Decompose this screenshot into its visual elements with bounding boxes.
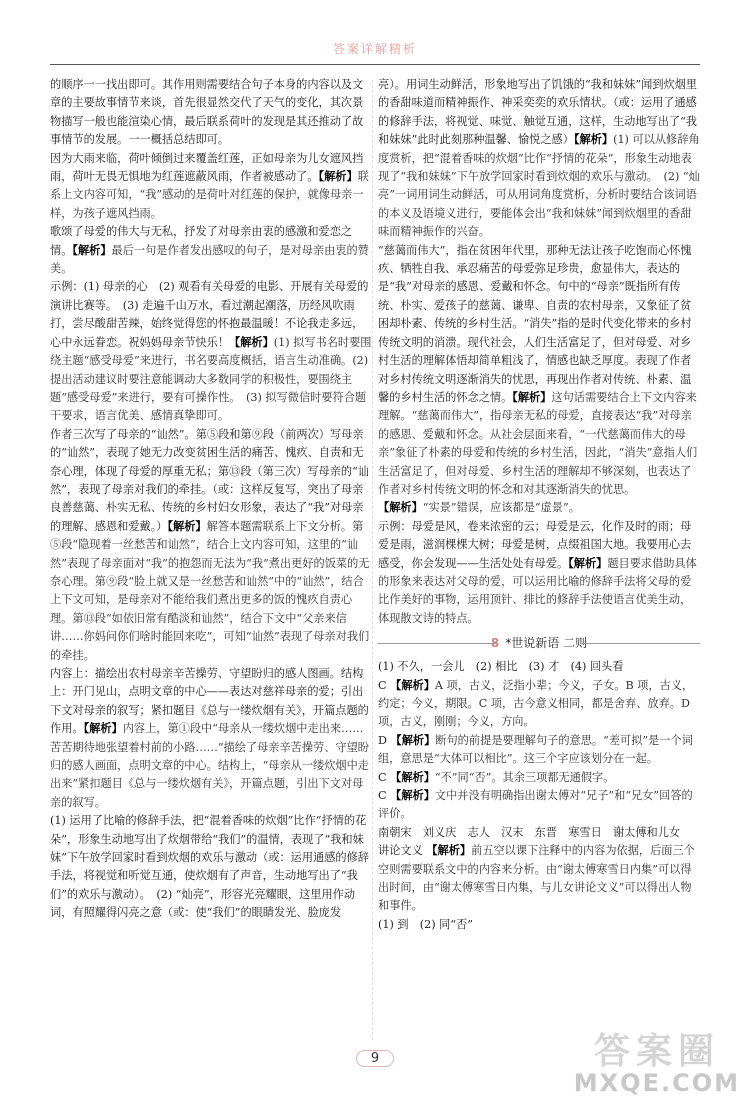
- answer-text: 歌颂了母爱的伟大与无私，抒发了对母亲由衷的感激和爱恋之情。: [50, 225, 353, 257]
- analysis-tag: 【解析】: [390, 770, 435, 784]
- answer-text: C: [378, 770, 391, 784]
- answer-item: [378, 916, 700, 934]
- analysis-text: “不”同“否”。其余三项都无通假字。: [434, 770, 615, 784]
- section-rule-left: [378, 643, 496, 644]
- answer-text: “慈蔼而伟大”，指在贫困年代里，那种无法让孩子吃饱而心怀愧疚、牺牲自我、承忍痛苦的母爱弥足珍贵，愈显伟大，表达的是“我”对母亲的感恩、爱戴和怀念。句中的“母亲”既指所有传统、朴实、爱孩子的慈蔼、谦卑、自责的农村母亲，又象征了贫困却朴素、传统的乡村生活。“消失”指的是时代变化带来的乡村传统文明的消溃。现代社会，人们生活富足了，但对母爱、对乡村生活的理解体悟却简单粗浅了，情感也缺乏厚度。表现了作者对乡村传统文明逐渐消失的忧思，再现出作者对传统、朴素、温馨的乡村生活的怀念之情。: [378, 243, 692, 404]
- answer-text: 的顺序一一找出即可。其作用则需要结合句子本身的内容以及文章的主要故事情节来谈，首先很显然交代了天气的变化，其次景物描写一般也能渲染心情，最后联系荷叶的发现是其还推动了故事情节的发展。一一概括总结即可。: [50, 78, 364, 147]
- watermark-logo: [536, 1023, 746, 1103]
- answer-text: (1) 不久，一会儿 (2) 相比 (3) 才 (4) 回头看: [378, 660, 624, 674]
- answer-item: [50, 426, 372, 665]
- section-heading: [378, 634, 700, 652]
- watermark-url: MXQE.COM: [573, 1069, 740, 1097]
- answer-item: [50, 665, 372, 812]
- analysis-tag: 【解析】: [512, 390, 552, 404]
- answer-item: [378, 677, 700, 732]
- answer-item: [50, 278, 372, 425]
- analysis-text: 断句的前提是要理解句子的意思。“差可拟”是一个词组，意思是“大体可以相比”。这三个字应该划分在一起。: [378, 733, 693, 766]
- analysis-text: A 项，古义，泛指小辈；今义，子女。B 项，古义，约定；今义，期限。C 项，古今意义相同，都是舍弃、放弃。D 项，古义，刚刚；今义，方向。: [378, 678, 694, 729]
- watermark-text: 答案圈: [593, 1031, 720, 1072]
- answer-item: [378, 658, 700, 676]
- analysis-tag: 【解析】: [318, 170, 358, 184]
- analysis-tag: 【解析】: [390, 678, 435, 692]
- answer-text: 示例：(1) 母亲的心 (2) 观看有关母爱的电影、开展有关母爱的演讲比赛等。 (3) 走遍千山万水，看过潮起潮落，历经风吹雨打，尝尽酸甜苦辣，始终觉得您的怀抱最温暖！不论我走多远，心中永远眷恋。祝妈妈母亲节快乐！: [50, 280, 369, 349]
- answer-item: [378, 76, 700, 242]
- section-title: *世说新语 二则: [505, 636, 588, 651]
- header-title: 答案详解精析: [332, 42, 417, 56]
- page-number-label: 9: [356, 1050, 394, 1067]
- answer-text: 示例：母爱是风，卷来浓密的云；母爱是云，化作及时的雨；母爱是雨，滋润棵棵大树；母爱是树，点缀祖国大地。我要用心去感受，你会发现——生活处处有母爱。: [378, 519, 692, 570]
- left-column: [50, 76, 372, 1046]
- answer-text: 内容上：描绘出农村母亲辛苦操劳、守望盼归的感人图画。结构上：开门见山，点明文章的中心——表达对慈祥母亲的爱；引出下文对母亲的叙写；紧扣题目《总与一缕炊烟有关》，开篇点题的作用。: [50, 667, 369, 736]
- section-number: 8: [490, 636, 500, 651]
- analysis-text: 这句话需要结合上下文内容来理解。“慈蔼而伟大”，指母亲无私的母爱，直接表达“我”对母亲的感恩、爱戴和怀念。从社会层面来看，“一代慈蔼而伟大的母亲”象征了朴素的母爱和传统的乡村生活，因此，“消失”意指人们生活富足了，但对母爱、乡村生活的理解却不够深刻，也表达了作者对乡村传统文明的怀念和对其逐渐消失的忧思。: [378, 390, 698, 496]
- answer-item: [50, 223, 372, 278]
- answer-item: [50, 76, 372, 150]
- analysis-text: 联系上文内容可知，“我”感动的是荷叶对红莲的保护，就像母亲一样，为孩子遮风挡雨。: [50, 170, 369, 220]
- answer-item: [378, 787, 700, 824]
- analysis-text: “实景”错误，应该都是“虚景”。: [422, 501, 580, 515]
- answer-text: (1) 运用了比喻的修辞手法，把“混着香味的炊烟”比作“抒情的花朵”，形象生动地写出了炊烟带给“我们”的温情，表现了“我和妹妹”下午放学回家时看到炊烟的欢乐与激动（或：运用通感的修辞手法，将视觉和听觉互通，使炊烟有了声音，生动地写出了“我们”的欢乐与激动）。 (2) “灿亮”，形容光亮耀眼，这里用作动词，有照耀得闪亮之意（或：使“我们”的眼睛发光、脸庞发: [50, 814, 369, 920]
- header-rule: [50, 64, 700, 65]
- analysis-tag: 【解析】: [390, 789, 435, 803]
- answer-text: 南朝宋 刘义庆 志人 汉末 东晋 寒雪日 谢太傅和儿女 讲论文义: [378, 825, 692, 858]
- analysis-tag: 【解析】: [390, 733, 436, 747]
- analysis-tag: 【解析】: [229, 335, 274, 349]
- right-column: [378, 76, 700, 1046]
- analysis-text: 内容上，第①段中“母亲从一缕炊烟中走出来……苦苦期待地张望着村前的小路……”描绘了母亲辛苦操劳、守望盼归的感人画面，点明文章的中心。结构上，“母亲从一缕炊烟中走出来”紧扣题目《总与一缕炊烟有关》，开篇点题，引出下文对母亲的叙写。: [50, 722, 369, 809]
- analysis-tag: 【解析】: [378, 501, 423, 515]
- answer-item: [378, 824, 700, 916]
- section-rule-right: [582, 643, 700, 644]
- analysis-tag: 【解析】: [83, 722, 123, 736]
- answer-item: [50, 812, 372, 922]
- analysis-text: 文中并没有明确指出谢太傅对“兄子”和“兄女”回答的评价。: [378, 789, 693, 821]
- analysis-text: (1) 拟写书名时要围绕主题“感受母爱”来进行，书名要高度概括，语言生动准确。(2) 提出活动建议时要注意能调动大多数同学的积极性，要围绕主题“感受母爱”来进行，要有可操作性。 (3) 拟写微信时要符合题干要求，语言优美、感情真挚即可。: [50, 335, 372, 423]
- analysis-text: 解答本题需联系上下文分析。第⑤段“隐现着一丝愁苦和讪然”，结合上文内容可知，这里的“讪然”表现了母亲面对“我”的抱怨而无法为“我”煮出更好的饭菜的无奈心理。第⑨段“脸上就又是一丝愁苦和讪然”中的“讪然”，结合上下文可知，是母亲对不能给我们煮出更多的饭的愧疚自责心理。第⑬段“如依旧常有酷淡和讪然”，结合下文中“父亲来信讲……你妈问你们啥时能回来吃”，可知“讪然”表现了母亲对我们的牵挂。: [50, 519, 370, 662]
- answer-text: (1) 到 (2) 同“否”: [378, 917, 473, 931]
- analysis-tag: 【解析】: [568, 556, 608, 570]
- page-header: [0, 0, 750, 70]
- answer-text: C: [378, 789, 391, 803]
- analysis-tag: 【解析】: [167, 519, 207, 533]
- answer-item: [378, 499, 700, 517]
- analysis-text: (1) 可以从修辞角度赏析，把“混着香味的炊烟”比作“抒情的花朵”，形象生动地表现了“我和妹妹”下午放学回家时看到炊烟的欢乐与激动。 (2) “灿亮”一词用词生动鲜活，可从用词角度赏析，分析时要结合该词语的本义及语境义进行，要能体会出“我和妹妹”闻到炊烟里的香甜味而精神振作的兴奋。: [378, 133, 700, 239]
- analysis-tag: 【解析】: [72, 243, 112, 257]
- answer-text: C: [378, 678, 391, 692]
- analysis-tag: 【解析】: [426, 844, 472, 858]
- answer-item: [378, 242, 700, 500]
- analysis-text: 最后一句是作者发出感叹的句子，是对母亲由衷的赞美。: [50, 243, 369, 276]
- analysis-text: 题目要求借助具体的形象来表达对父母的爱，可以运用比喻的修辞手法将父母的爱比作美好的事物，运用顶针、排比的修辞手法使语言优美生动，体现散文诗的特点。: [378, 556, 697, 625]
- answer-text: D: [378, 733, 391, 747]
- answer-text: 亮）。用词生动鲜活，形象地写出了饥饿的“我和妹妹”闻到炊烟里的香甜味道而精神振作、神采奕奕的欢乐情状。（或：运用了通感的修辞手法，将视觉、味觉、触觉互通，这样，生动地写出了“我和妹妹”此时此刻那种温馨、愉悦之感）: [378, 78, 698, 147]
- column-divider: [372, 80, 373, 1040]
- answer-text: 作者三次写了母亲的“讪然”。第⑤段和第⑨段（前两次）写母亲的“讪然”，表现了她无力改变贫困生活的痛苦、愧疚、自责和无奈心理，体现了母爱的厚重无私；第⑬段（第三次）写母亲的“讪然”，表现了母亲对我们的牵挂。（或：这样反复写，突出了母亲良善慈蔼、朴实无私、传统的乡村妇女形象，表达了“我”对母亲的理解、感恩和爱戴。）: [50, 427, 369, 533]
- analysis-text: 前五空以课下注释中的内容为依据，后面三个空则需要联系文中的内容来分析。由“谢太傅寒雪日内集”可以得出时间，由“谢太傅寒雪日内集，与儿女讲论文义”可以得出人物和事件。: [378, 844, 695, 913]
- analysis-tag: 【解析】: [573, 133, 614, 147]
- answer-text: 因为大雨来临，荷叶倾倒过来覆盖红莲，正如母亲为儿女遮风挡雨，荷叶无畏无惧地为红莲遮蔽风雨，作者被感动了。: [50, 151, 364, 184]
- answer-item: [378, 518, 700, 628]
- answer-item: [50, 150, 372, 224]
- answer-item: [378, 732, 700, 769]
- answer-item: [378, 769, 700, 787]
